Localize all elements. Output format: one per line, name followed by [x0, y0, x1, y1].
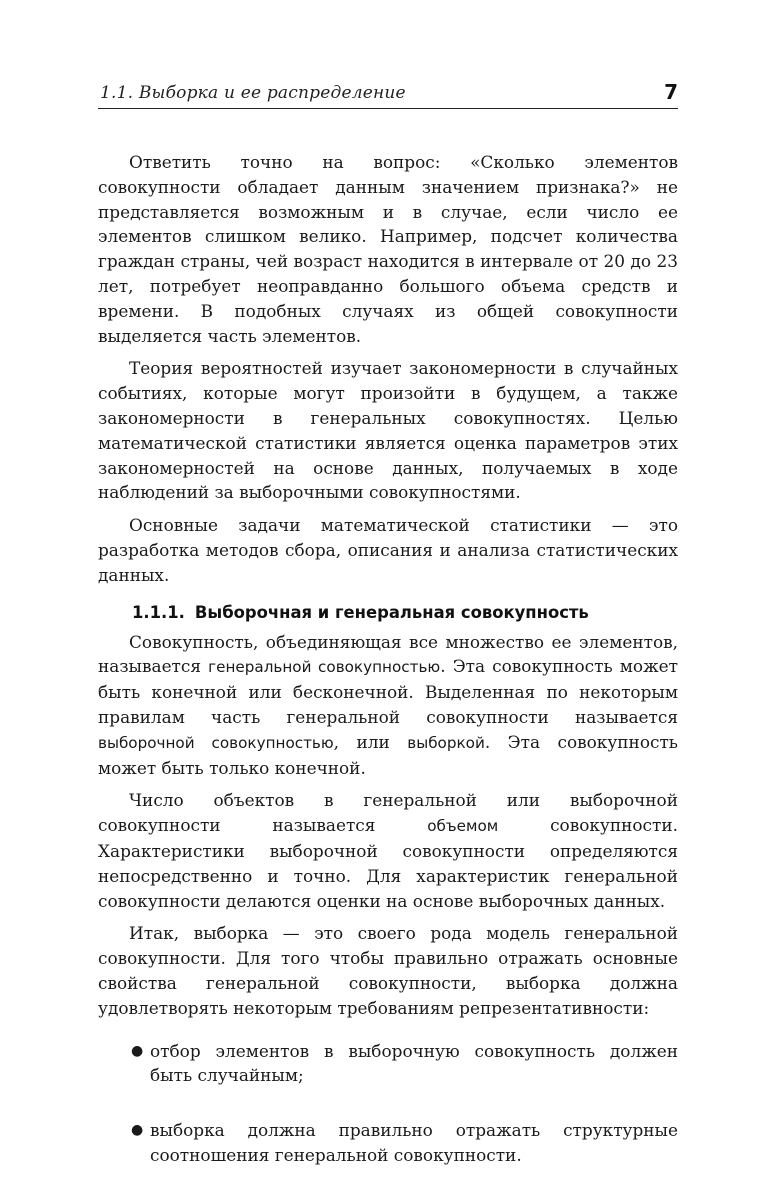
section-title: Выборочная и генеральная совокупность [194, 602, 589, 622]
paragraph-2: Теория вероятностей изучает закономерности в случайных событиях, которые могут произойти в будущем, а также закономерности в генеральных совокупностях. Целью математической статистики является оценка параметров этих закономерностей на основе данных, получаемых в ходе наблюдений за выборочными совокупностями. [98, 358, 678, 503]
bullet-icon: ● [131, 1122, 144, 1139]
term-sample-population: выборочной совокупностью [98, 733, 334, 752]
paragraph-3: Основные задачи математической статистики — это разработка методов сбора, описания и анализа статистических данных. [98, 515, 678, 585]
p5-text-b: совокупности. Характеристики выборочной совокупности определяются непосредственно и точно. Для характеристик генеральной совокупности делаются оценки на основе выборочных данных. [98, 815, 678, 911]
paragraph-4 [98, 630, 678, 781]
paragraph-6: Итак, выборка — это своего рода модель генеральной совокупности. Для того чтобы правильно отражать основные свойства генеральной совокупности, выборка должна удовлетворять некоторым требованиям репрезентативности: [98, 923, 678, 1018]
list-item-text: отбор элементов в выборочную совокупность должен быть случайным; [150, 1040, 678, 1086]
p4-text-d: . Эта совокупность может быть только конечной. [98, 731, 678, 778]
running-header [98, 80, 678, 109]
paragraph-1: Ответить точно на вопрос: «Сколько элементов совокупности обладает данным значением признака?» не представляется возможным и в случае, если число ее элементов слишком велико. Например, подсчет количества граждан страны, чей возраст находится в интервале от 20 до 23 лет, потребует неоправданно большого объема средств и времени. В подобных случаях из общей совокупности выделяется часть элементов. [98, 152, 678, 346]
bullet-icon: ● [131, 1042, 144, 1059]
p4-text-b: . Эта совокупность может быть конечной или бесконечной. Выделенная по некоторым правилам часть генеральной совокупности называется [98, 656, 678, 727]
term-volume: объемом [427, 817, 499, 836]
p4-text-a: Совокупность, объединяющая все множество ее элементов, называется [98, 631, 678, 677]
p5-text-a: Число объектов в генеральной или выборочной совокупности называется [98, 790, 678, 836]
term-general-population: генеральной совокупностью [208, 658, 441, 677]
paragraph-5 [98, 788, 678, 913]
requirements-list [98, 1039, 678, 1168]
list-item [98, 1039, 678, 1089]
page-body [98, 150, 678, 1198]
list-item [98, 1118, 678, 1168]
page-number: 7 [664, 80, 678, 104]
section-heading [98, 602, 678, 624]
p4-text-c: , или [333, 731, 408, 752]
running-header-title: 1.1. Выборка и ее распределение [100, 83, 406, 103]
term-sample: выборкой [407, 733, 485, 752]
list-item-text: выборка должна правильно отражать структурные соотношения генеральной совокупности. [150, 1120, 678, 1165]
section-number: 1.1.1. [132, 602, 185, 622]
